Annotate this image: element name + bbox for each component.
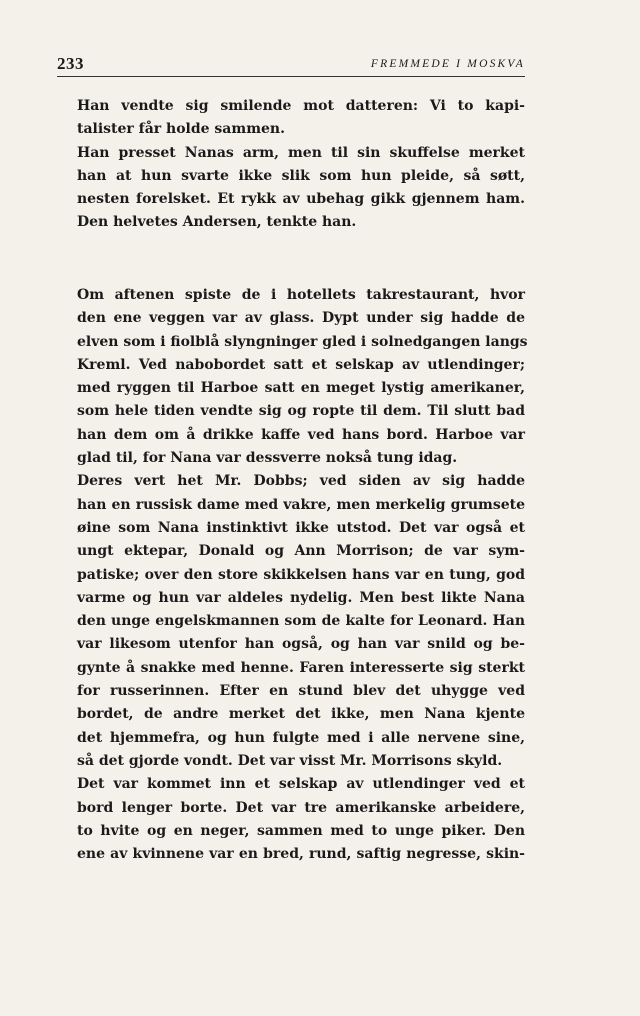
text-line: den ene veggen var av glass. Dypt under sig hadde de	[77, 310, 525, 327]
text-line: Kreml. Ved nabobordet satt et selskap av utlendinger;	[77, 356, 525, 373]
text-line: ungt ektepar, Donald og Ann Morrison; de var sym-	[77, 543, 525, 560]
running-title: FREMMEDE I MOSKVA	[370, 58, 525, 70]
text-line: bord lenger borte. Det var tre amerikanske arbeidere,	[77, 799, 525, 816]
text-line: nesten forelsket. Et rykk av ubehag gikk gjennem ham.	[77, 191, 525, 208]
text-line: så det gjorde vondt. Det var visst Mr. Morrisons skyld.	[77, 752, 503, 769]
text-section-1	[77, 95, 525, 235]
text-line: Deres vert het Mr. Dobbs; ved siden av sig hadde	[77, 473, 525, 490]
text-line: patiske; over den store skikkelsen hans var en tung, god	[77, 566, 525, 583]
paragraph	[77, 95, 525, 142]
text-line: gynte å snakke med henne. Faren interesserte sig sterkt	[77, 659, 525, 676]
text-line: som hele tiden vendte sig og ropte til dem. Til slutt bad	[77, 403, 525, 420]
text-line: øine som Nana instinktivt ikke utstod. Det var også et	[77, 519, 525, 536]
paragraph	[77, 284, 528, 470]
header-rule	[57, 76, 525, 77]
text-line: han dem om å drikke kaffe ved hans bord. Harboe var	[77, 426, 525, 443]
page-number: 233	[57, 54, 84, 73]
text-line: glad til, for Nana var dessverre nokså tung idag.	[77, 450, 458, 467]
text-line: talister får holde sammen.	[77, 121, 285, 138]
text-line: for russerinnen. Efter en stund blev det uhygge ved	[77, 683, 525, 700]
text-line: Det var kommet inn et selskap av utlendinger ved et	[77, 776, 525, 793]
text-line: bordet, de andre merket det ikke, men Nana kjente	[77, 706, 525, 723]
running-head	[57, 52, 525, 78]
paragraph	[77, 773, 525, 866]
text-line: han en russisk dame med vakre, men merkelig grumsete	[77, 496, 525, 513]
text-line: han at hun svarte ikke slik som hun pleide, så søtt,	[77, 167, 525, 184]
text-section-2	[77, 284, 528, 866]
text-line: det hjemmefra, og hun fulgte med i alle nervene sine,	[77, 729, 525, 746]
text-line: Om aftenen spiste de i hotellets takrestaurant, hvor	[77, 287, 525, 303]
paragraph	[77, 470, 525, 773]
text-line: Han presset Nanas arm, men til sin skuffelse merket	[77, 144, 525, 161]
text-line: med ryggen til Harboe satt en meget lystig amerikaner,	[77, 380, 525, 397]
text-line: var likesom utenfor han også, og han var snild og be-	[77, 636, 525, 653]
text-line: varme og hun var aldeles nydelig. Men best likte Nana	[77, 589, 525, 606]
paragraph	[77, 142, 525, 235]
text-line: ene av kvinnene var en bred, rund, saftig negresse, skin-	[77, 846, 525, 863]
text-line: Den helvetes Andersen, tenkte han.	[77, 214, 357, 231]
text-line: Han vendte sig smilende mot datteren: Vi to kapi-	[77, 98, 525, 114]
text-line: elven som i fiolblå slyngninger gled i solnedgangen langs	[77, 333, 528, 350]
text-line: den unge engelskmannen som de kalte for Leonard. Han	[77, 613, 525, 630]
text-line: to hvite og en neger, sammen med to unge piker. Den	[77, 822, 525, 839]
